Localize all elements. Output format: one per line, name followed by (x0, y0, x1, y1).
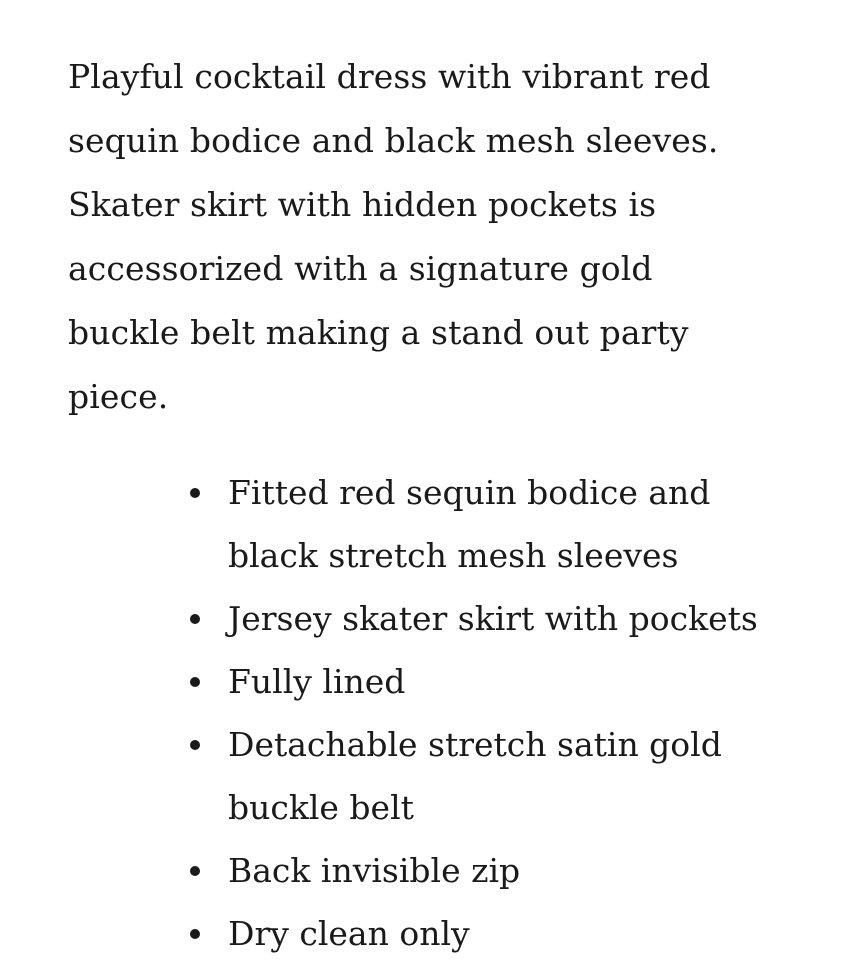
feature-item (228, 587, 808, 650)
feature-text: Fitted red sequin bodice and black stretch mesh sleeves (228, 473, 711, 575)
feature-item (228, 461, 808, 587)
bullet-icon (190, 929, 200, 939)
feature-item (228, 839, 808, 902)
feature-item (228, 713, 808, 839)
bullet-icon (190, 488, 200, 498)
bullet-icon (190, 740, 200, 750)
feature-text: Jersey skater skirt with pockets (228, 599, 758, 638)
feature-text: Fully lined (228, 662, 406, 701)
bullet-icon (190, 866, 200, 876)
feature-item (228, 650, 808, 713)
bullet-icon (190, 614, 200, 624)
feature-text: Back invisible zip (228, 851, 521, 890)
bullet-icon (190, 677, 200, 687)
feature-text: Dry clean only (228, 914, 470, 953)
product-description: Playful cocktail dress with vibrant red sequin bodice and black mesh sleeves. Skater skirt with hidden pockets is accessorized with a signature gold buckle belt making a stand out party piece. (68, 57, 719, 416)
feature-list (68, 461, 808, 965)
feature-item (228, 902, 808, 965)
product-description-section (68, 45, 808, 965)
feature-text: Detachable stretch satin gold buckle belt (228, 725, 722, 827)
